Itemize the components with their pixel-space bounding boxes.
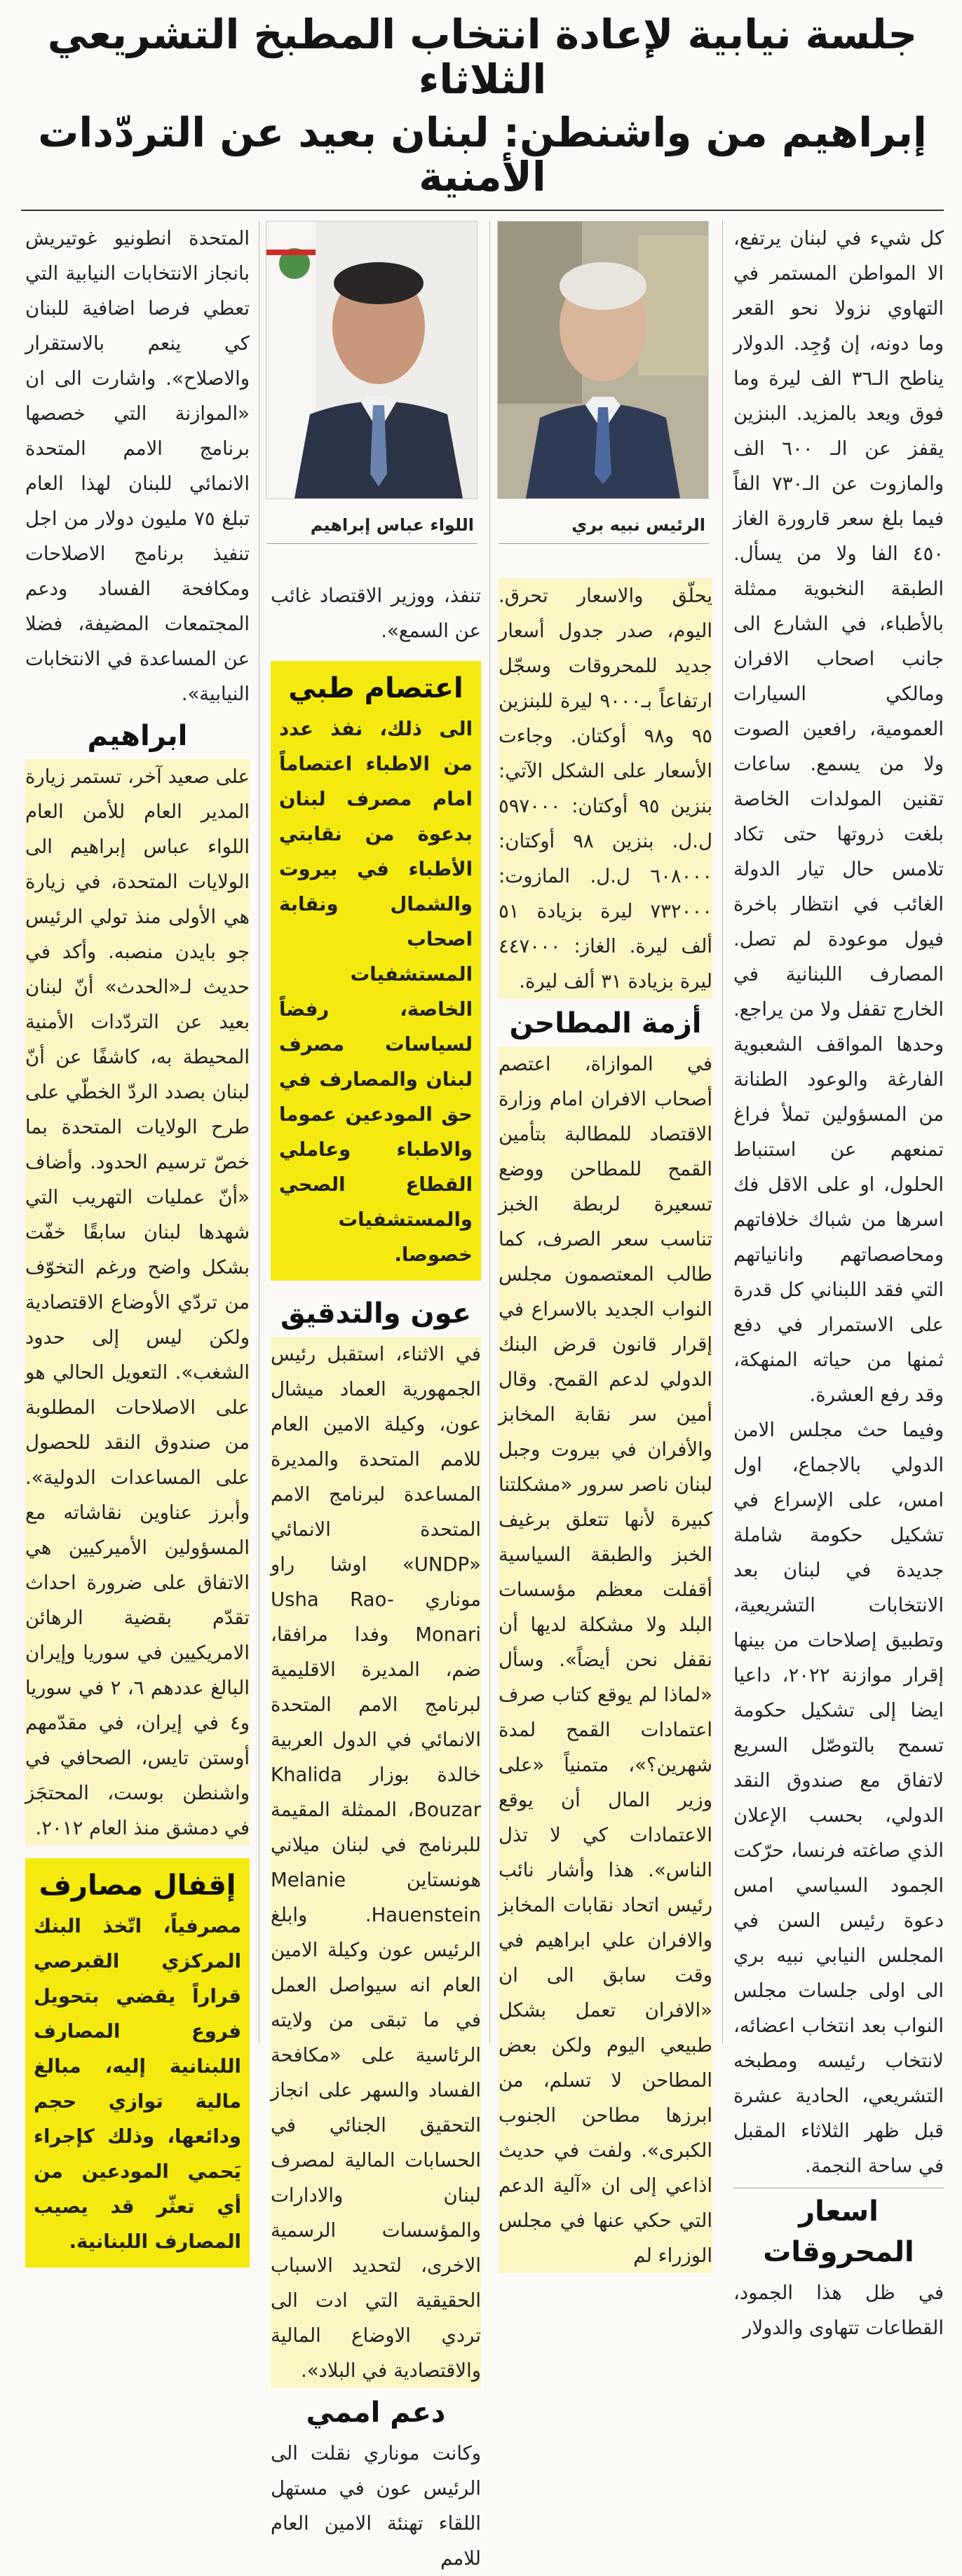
column-divider bbox=[489, 221, 490, 2043]
subheading-ibrahim: ابراهيم bbox=[87, 720, 188, 753]
article-body bbox=[21, 221, 944, 2570]
paragraph-doctors-protest: الى ذلك، نفذ عدد من الاطباء اعتصاماً امام مصرف لبنان بدعوة من نقابتي الأطباء في بيروت والشمال ونقابة اصحاب المستشفيات الخاصة، رفضاً لسياسات مصرف لبنان والمصارف في حق المودعين عموما والاطباء وعاملي القطاع الصحي والمستشفيات خصوصا. bbox=[279, 718, 473, 1267]
column-2 bbox=[499, 578, 712, 2273]
caption-ibrahim: اللواء عباس إبراهيم bbox=[310, 515, 474, 536]
paragraph-bank-closures: مصرفياً، اتّخذ البنك المركزي القبرصي قراراً يقضي بتحويل فروع المصارف اللبنانية إليه، مبالغ مالية توازي حجم ودائعها، وذلك كإجراء يَحمي المودعين من أي تعثّر قد يصيب المصارف اللبنانية. bbox=[34, 1915, 241, 2254]
paragraph-un-support: وكانت موناري نقلت الى الرئيس عون في مستهل اللقاء تهنئة الامين العام للامم bbox=[271, 2442, 481, 2570]
subheading-un-support: دعم اممي bbox=[306, 2397, 446, 2430]
paragraph-security-council: وفيما حث مجلس الامن الدولي بالاجماع، اول امس، على الإسراع في تشكيل حكومة شاملة جديدة في لبنان بعد الانتخابات التشريعية، وتطبيق إصلاحات من بينها إقرار موازنة ٢٠٢٢، داعيا ايضا إلى تشكيل حكومة تسمح بالتوصّل السريع لاتفاق مع صندوق النقد الدولي، بحسب الإعلان الذي صاغته فرنسا، حرّكت الجمود السياسي امس دعوة رئيس السن في المجلس النيابي نبيه بري الى اولى جلسات مجلس النواب بعد انتخاب اعضائه، لانتخاب رئيسه ومطبخه التشريعي، الحادية عشرة قبل ظهر الثلاثاء المقبل في ساحة النجمة. bbox=[733, 1419, 944, 2178]
paragraph-undp: المتحدة انطونيو غوتيريش بانجاز الانتخابات النيابية التي تعطي فرصا اضافية للبنان كي ينعم بالاستقرار والاصلاح». واشارت الى ان «الموازنة التي خصصها برنامج الامم المتحدة الانمائي للبنان لهذا العام تبلغ ٧٥ مليون دولار من اجل تنفيذ برنامج الاصلاحات ومكافحة الفساد ودعم المجتمعات المضيفة، فضلا عن المساعدة في الانتخابات النيابية». bbox=[25, 227, 250, 706]
photo-abbas-ibrahim bbox=[266, 221, 477, 499]
paragraph-fuel-intro: في ظل هذا الجمود، القطاعات تتهاوى والدولار bbox=[733, 2282, 944, 2340]
headline-line-2: إبراهيم من واشنطن: لبنان بعيد عن التردّدات الأمنية bbox=[38, 108, 927, 201]
subheading-fuel-prices: اسعار المحروقات bbox=[733, 2188, 944, 2272]
caption-berri: الرئيس نبيه بري bbox=[571, 515, 705, 536]
subheading-bank-closures: إقفال مصارف bbox=[39, 1869, 236, 1902]
headline bbox=[21, 13, 944, 200]
paragraph-intro: كل شيء في لبنان يرتفع، الا المواطن المستمر في التهاوي نزولا نحو القعر وما دونه، إن وُجِد. الدولار يناطح الـ٣٦ الف ليرة وما فوق ويعد بالمزيد. البنزين يقفز عن الـ ٦٠٠ الف والمازوت عن الـ٧٣٠ الفاً فيما بلغ سعر قارورة الغاز ٤٥٠ الفا ولا من يسأل. الطبقة النخبوية ممثلة بالأطباء، في الشارع الى جانب اصحاب الافران ومالكي السيارات العمومية، رافعين الصوت ولا من يسمع. ساعات تقنين المولدات الخاصة بلغت ذروتها حتى تكاد تلامس حال تيار الدولة الغائب في انتظار باخرة فيول موعودة لم تصل. المصارف اللبنانية في الخارج تقفل ولا من يراجع. وحدها المواقف الشعبوية الفارغة والوعود الطنانة من المسؤولين تملأ فراغ تمنعهم عن استنباط الحلول، او على الاقل فك اسرها من شباك خلافاتهم ومحاصصاتهم وانانياتهم التي فقد اللبناني كل قدرة على الاستمرار في دفع ثمنها من حياته المنهكة، وقد رفع العشرة. bbox=[733, 227, 944, 1407]
paragraph-economy-minister: تنفذ، ووزير الاقتصاد غائب عن السمع». bbox=[271, 585, 481, 643]
column-divider bbox=[722, 221, 723, 2043]
caption-rule bbox=[499, 543, 709, 544]
paragraph-fuel-prices: يحلّق والاسعار تحرق. اليوم، صدر جدول أسعار جديد للمحروقات وسجّل ارتفاعاً بـ٩٠٠٠ ليرة للبنزين ٩٥ و٩٨ أوكتان. وجاءت الأسعار على الشكل الآتي: بنزين ٩٥ أوكتان: ٥٩٧٠٠٠ ل.ل. بنزين ٩٨ أوكتان: ٦٠٨٠٠٠ ل.ل. المازوت: ٧٣٢٠٠٠ ليرة بزيادة ٥١ ألف ليرة. الغاز: ٤٤٧٠٠٠ ليرة بزيادة ٣١ ألف ليرة. bbox=[499, 578, 712, 999]
column-1 bbox=[733, 221, 944, 2345]
headline-rule bbox=[21, 210, 944, 211]
subheading-doctors-protest: اعتصام طبي bbox=[288, 672, 463, 705]
column-4 bbox=[25, 221, 250, 2280]
paragraph-aoun-audit: في الاثناء، استقبل رئيس الجمهورية العماد ميشال عون، وكيلة الامين العام للامم المتحدة والمديرة المساعدة لبرنامج الامم المتحدة الانمائي «UNDP» اوشا راو موناري Usha Rao-Monari وفدا مرافقا، ضم، المديرة الاقليمية لبرنامج الامم المتحدة الانمائي في الدول العربية خالدة بوزار Khalida Bouzar، الممثلة المقيمة للبرنامج في لبنان ميلاني هونستاين Melanie Hauenstein. وابلغ الرئيس عون وكيلة الامين العام انه سيواصل العمل في ما تبقى من ولايته الرئاسية على «مكافحة الفساد والسهر على انجاز التحقيق الجنائي في الحسابات المالية لمصرف لبنان والادارات والمؤسسات الرسمية الاخرى، لتحديد الاسباب الحقيقية التي ادت الى تردي الاوضاع المالية والاقتصادية في البلاد». bbox=[271, 1337, 481, 2388]
headline-line-1: جلسة نيابية لإعادة انتخاب المطبخ التشريعي الثلاثاء bbox=[47, 11, 918, 103]
subheading-mills-crisis: أزمة المطاحن bbox=[509, 1007, 702, 1040]
portrait-illustration bbox=[498, 222, 708, 498]
paragraph-ibrahim: على صعيد آخر، تستمر زيارة المدير العام للأمن العام اللواء عباس إبراهيم الى الولايات المتحدة، في زيارة هي الأولى منذ تولي الرئيس جو بايدن منصبه. وأكد في حديث لـ«الحدث» أنّ لبنان بعيد عن التردّدات الأمنية المحيطة به، كاشفًا عن أنّ لبنان بصدد الردّ الخطّي على طرح الولايات المتحدة بما خصّ ترسيم الحدود. وأضاف «أنّ عمليات التهريب التي شهدها لبنان سابقًا خفّت بشكل واضح ورغم التخوّف من تردّي الأوضاع الاقتصادية ولكن ليس إلى حدود الشغب». التعويل الحالي هو على الاصلاحات المطلوبة من صندوق النقد للحصول على المساعدات الدولية». وأبرز عناوين نقاشاته مع المسؤولين الأميركيين هي الاتفاق على ضرورة احداث تقدّم بقضية الرهائن الامريكيين في سوريا وإيران البالغ عددهم ٦، ٢ في سوريا و٤ في إيران، في مقدّمهم أوستن تايس، الصحافي في واشنطن بوست، المحتجَز في دمشق منذ العام ٢٠١٢. bbox=[25, 759, 250, 1846]
paragraph-mills: في الموازاة، اعتصم أصحاب الافران امام وزارة الاقتصاد للمطالبة بتأمين القمح للمطاحن ووضع تسعيرة لربطة الخبز تناسب سعر الصرف، كما طالب المعتصمون مجلس النواب الجديد بالاسراع في إقرار قانون قرض البنك الدولي لدعم القمح. وقال أمين سر نقابة المخابز والأفران في بيروت وجبل لبنان ناصر سرور «مشكلتنا كبيرة لأنها تتعلق برغيف الخبز والطبقة السياسية أقفلت معظم مؤسسات البلد ولا مشكلة لديها أن نقفل نحن أيضاً». وسأل «لماذا لم يوقع كتاب صرف اعتمادات القمح لمدة شهرين؟»، متمنياً «على وزير المال أن يوقع الاعتمادات كي لا تذل الناس». هذا وأشار نائب رئيس اتحاد نقابات المخابز والافران علي ابراهيم في وقت سابق الى ان «الافران تعمل بشكل طبيعي اليوم ولكن بعض المطاحن لا تسلم، من ابرزها مطاحن الجنوب الكبرى». ولفت في حديث اذاعي إلى ان «آلية الدعم التي حكي عنها في مجلس الوزراء لم bbox=[499, 1047, 712, 2273]
highlight-box-doctors-protest bbox=[271, 661, 481, 1281]
subheading-aoun-audit: عون والتدقيق bbox=[280, 1297, 472, 1330]
portrait-illustration bbox=[266, 222, 477, 498]
photo-nabih-berri bbox=[497, 221, 709, 499]
highlight-box-bank-closures bbox=[25, 1858, 250, 2268]
column-3 bbox=[271, 578, 481, 2576]
caption-rule bbox=[267, 543, 477, 544]
